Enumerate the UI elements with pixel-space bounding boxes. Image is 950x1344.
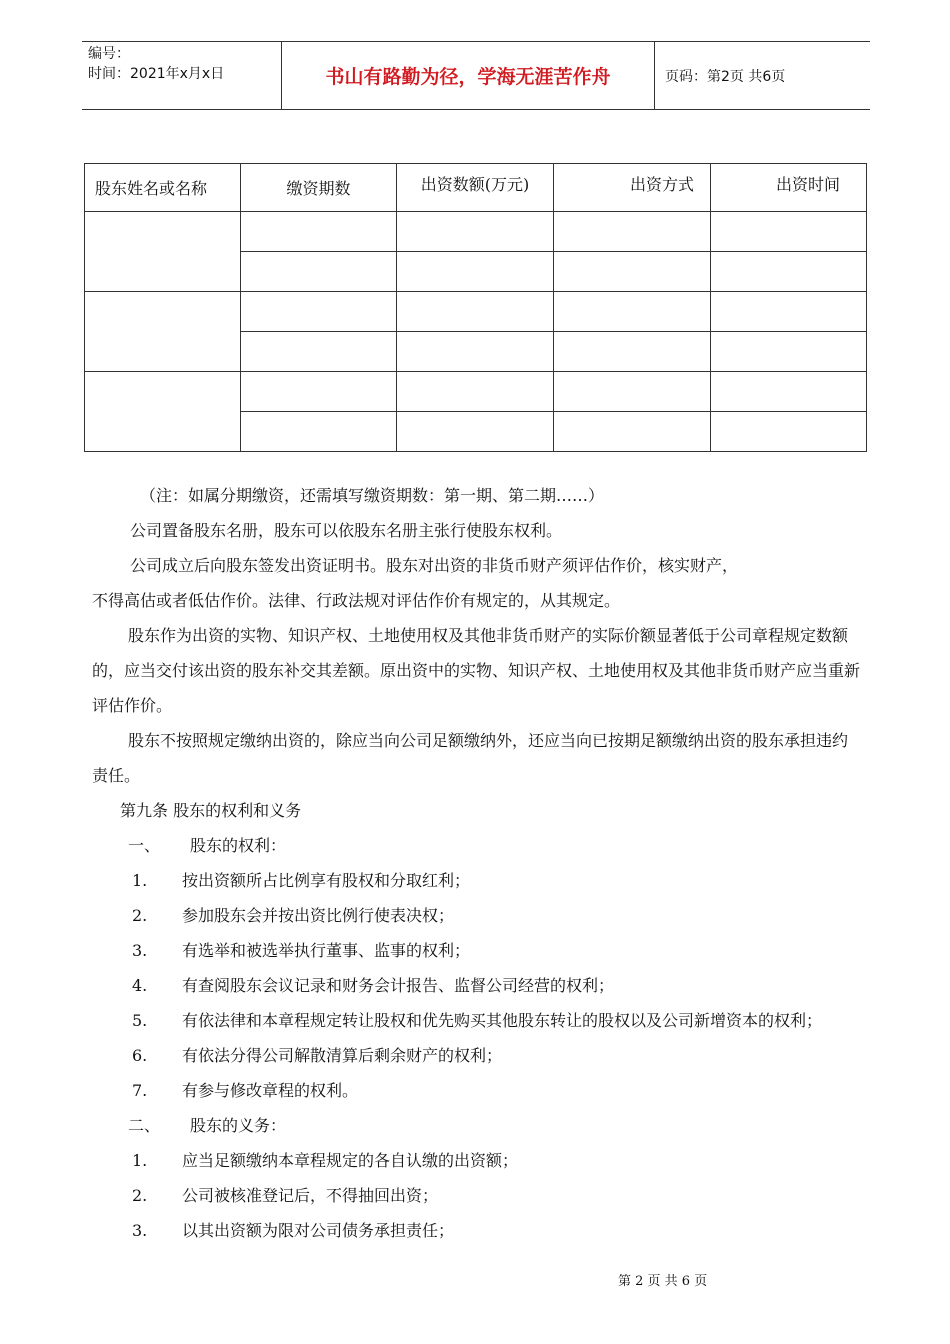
duties-heading bbox=[92, 1108, 860, 1143]
page-header bbox=[82, 41, 870, 110]
item-text: 按出资额所占比例享有股权和分取红利； bbox=[182, 871, 471, 890]
header-motto: 书山有路勤为径，学海无涯苦作舟 bbox=[282, 42, 655, 109]
table-cell bbox=[711, 332, 867, 372]
item-text: 有查阅股东会议记录和财务会计报告、监督公司经营的权利； bbox=[182, 976, 615, 995]
table-cell bbox=[241, 292, 397, 332]
table-cell bbox=[241, 372, 397, 412]
table-cell bbox=[85, 212, 241, 292]
section-title: 股东的权利： bbox=[190, 836, 287, 855]
table-cell bbox=[241, 252, 397, 292]
paragraph: 股东不按照规定缴纳出资的，除应当向公司足额缴纳外，还应当向已按期足额缴纳出资的股东承担违约责任。 bbox=[92, 731, 849, 785]
item-number: 6. bbox=[132, 1046, 148, 1065]
item-number: 4. bbox=[132, 976, 148, 995]
table-cell bbox=[554, 372, 711, 412]
shareholder-table bbox=[84, 163, 867, 452]
col-header-amount: 出资数额(万元) bbox=[397, 164, 554, 212]
list-item bbox=[92, 898, 860, 933]
item-text: 有选举和被选举执行董事、监事的权利； bbox=[182, 941, 471, 960]
list-item bbox=[92, 1143, 860, 1178]
table-cell bbox=[85, 292, 241, 372]
table-cell bbox=[85, 372, 241, 452]
item-number: 2. bbox=[132, 906, 148, 925]
item-text: 应当足额缴纳本章程规定的各自认缴的出资额； bbox=[182, 1151, 519, 1170]
list-item bbox=[92, 1038, 860, 1073]
list-item bbox=[92, 968, 860, 1003]
page-footer: 第 2 页 共 6 页 bbox=[618, 1274, 708, 1289]
table-cell bbox=[554, 212, 711, 252]
table-cell bbox=[397, 252, 554, 292]
table-cell bbox=[711, 372, 867, 412]
table-row bbox=[85, 292, 867, 332]
item-number: 1. bbox=[132, 871, 148, 890]
table-cell bbox=[554, 412, 711, 452]
table-cell bbox=[241, 412, 397, 452]
section-number: 二、 bbox=[128, 1116, 161, 1135]
table-cell bbox=[241, 332, 397, 372]
col-header-name: 股东姓名或名称 bbox=[85, 164, 241, 212]
header-page-info: 页码：第2页 共6页 bbox=[665, 68, 786, 85]
list-item bbox=[92, 1178, 860, 1213]
table-cell bbox=[241, 212, 397, 252]
item-number: 7. bbox=[132, 1081, 148, 1100]
rights-list bbox=[92, 863, 860, 1108]
table-header-row bbox=[85, 164, 867, 212]
time-label: 时间：2021年x月x日 bbox=[88, 66, 225, 82]
section-number: 一、 bbox=[128, 836, 161, 855]
table-cell bbox=[711, 412, 867, 452]
list-item bbox=[92, 1073, 860, 1108]
rights-heading bbox=[92, 828, 860, 863]
col-header-time: 出资时间 bbox=[711, 164, 867, 212]
table-cell bbox=[554, 332, 711, 372]
item-number: 2. bbox=[132, 1186, 148, 1205]
table-row bbox=[85, 212, 867, 252]
section-title: 股东的义务： bbox=[190, 1116, 287, 1135]
duties-list bbox=[92, 1143, 860, 1248]
item-text: 有依法分得公司解散清算后剩余财产的权利； bbox=[182, 1046, 503, 1065]
list-item bbox=[92, 1003, 860, 1038]
col-header-period: 缴资期数 bbox=[241, 164, 397, 212]
paragraph: 股东作为出资的实物、知识产权、土地使用权及其他非货币财产的实际价额显著低于公司章程规定数额的，应当交付该出资的股东补交其差额。原出资中的实物、知识产权、土地使用权及其他非货币财产应当重新评估作价。 bbox=[92, 626, 861, 715]
paragraph: 公司置备股东名册，股东可以依股东名册主张行使股东权利。 bbox=[130, 521, 563, 540]
item-text: 以其出资额为限对公司债务承担责任； bbox=[182, 1221, 455, 1240]
table-cell bbox=[711, 292, 867, 332]
item-text: 有依法律和本章程规定转让股权和优先购买其他股东转让的股权以及公司新增资本的权利； bbox=[182, 1011, 823, 1030]
table-cell bbox=[397, 412, 554, 452]
item-number: 3. bbox=[132, 941, 148, 960]
table-cell bbox=[554, 292, 711, 332]
item-number: 5. bbox=[132, 1011, 148, 1030]
table-cell bbox=[711, 252, 867, 292]
list-item bbox=[92, 933, 860, 968]
table-cell bbox=[554, 252, 711, 292]
item-text: 公司被核准登记后，不得抽回出资； bbox=[182, 1186, 439, 1205]
item-text: 有参与修改章程的权利。 bbox=[182, 1081, 359, 1100]
note-paragraph: （注：如属分期缴资，还需填写缴资期数：第一期、第二期……） bbox=[140, 486, 605, 505]
table-cell bbox=[397, 292, 554, 332]
list-item bbox=[92, 1213, 860, 1248]
table-cell bbox=[397, 372, 554, 412]
paragraph: 不得高估或者低估作价。法律、行政法规对评估作价有规定的，从其规定。 bbox=[92, 591, 621, 610]
item-number: 1. bbox=[132, 1151, 148, 1170]
paragraph: 公司成立后向股东签发出资证明书。股东对出资的非货币财产须评估作价，核实财产， bbox=[130, 556, 739, 575]
header-meta bbox=[82, 42, 282, 109]
list-item bbox=[92, 863, 860, 898]
table-row bbox=[85, 372, 867, 412]
document-body bbox=[92, 478, 860, 1248]
table-cell bbox=[711, 212, 867, 252]
article-heading: 第九条 股东的权利和义务 bbox=[120, 801, 302, 820]
item-text: 参加股东会并按出资比例行使表决权； bbox=[182, 906, 455, 925]
item-number: 3. bbox=[132, 1221, 148, 1240]
table-cell bbox=[397, 212, 554, 252]
number-label: 编号： bbox=[88, 46, 130, 62]
table-cell bbox=[397, 332, 554, 372]
col-header-method: 出资方式 bbox=[554, 164, 711, 212]
